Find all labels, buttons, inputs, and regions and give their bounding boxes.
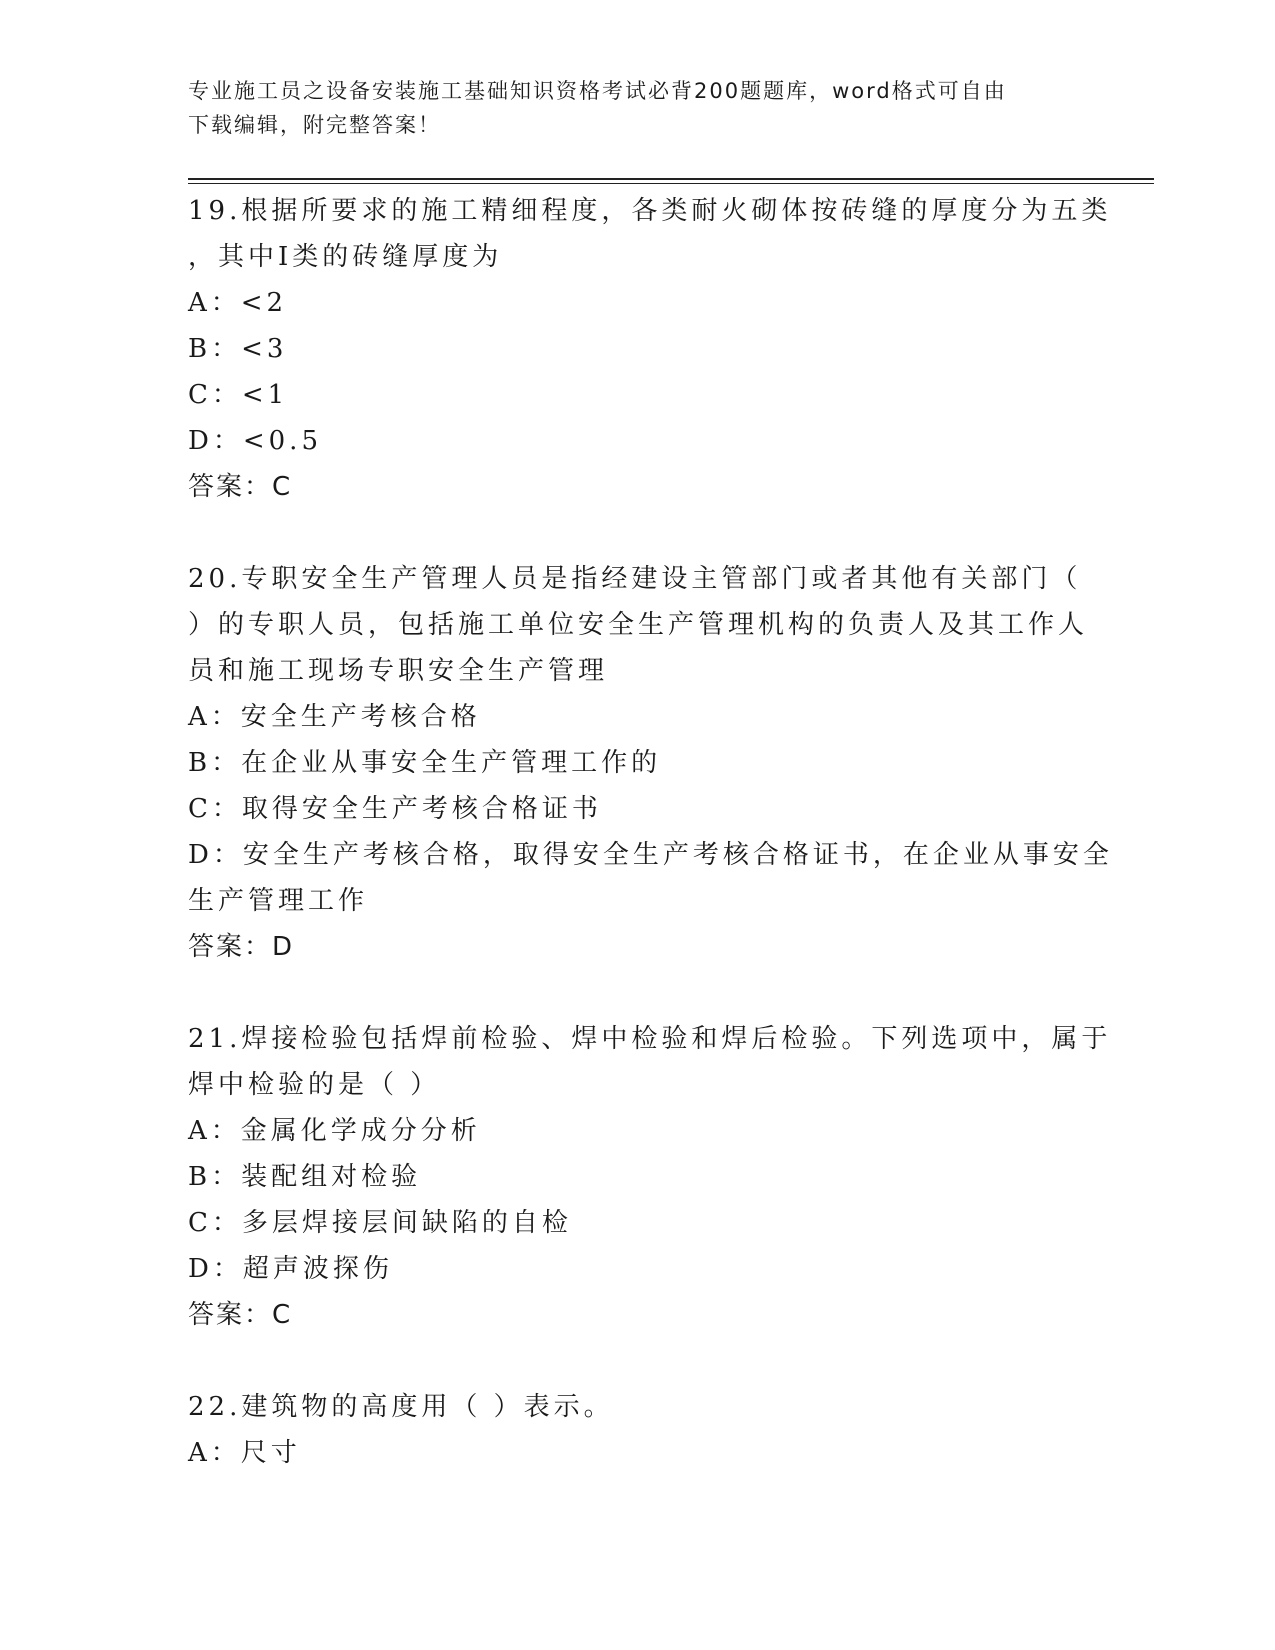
option-a: A：<2 (188, 288, 288, 318)
header-line-2: 下载编辑，附完整答案！ (188, 113, 441, 137)
answer-text: 答案：D (188, 932, 295, 962)
header-divider-thin (188, 183, 1154, 184)
question-22 (188, 1384, 1088, 1476)
option-c: C：<1 (188, 380, 289, 410)
question-20 (188, 556, 1113, 970)
question-stem: 员和施工现场专职安全生产管理 (188, 656, 609, 686)
question-stem: 22.建筑物的高度用（ ）表示。 (188, 1392, 614, 1422)
option-d-continued: 生产管理工作 (188, 886, 369, 916)
option-b: B：在企业从事安全生产管理工作的 (188, 748, 662, 778)
document-header (188, 74, 1088, 142)
question-stem: ，其中Ⅰ类的砖缝厚度为 (188, 242, 503, 272)
option-d: D：安全生产考核合格，取得安全生产考核合格证书，在企业从事安全 (188, 840, 1113, 870)
header-line-1: 专业施工员之设备安装施工基础知识资格考试必背200题题库，word格式可自由 (188, 79, 1007, 103)
option-b: B：<3 (188, 334, 288, 364)
question-stem: 20.专职安全生产管理人员是指经建设主管部门或者其他有关部门（ (188, 564, 1082, 594)
question-21 (188, 1016, 1112, 1338)
question-stem: 19.根据所要求的施工精细程度，各类耐火砌体按砖缝的厚度分为五类 (188, 196, 1112, 226)
question-stem: 21.焊接检验包括焊前检验、焊中检验和焊后检验。下列选项中，属于 (188, 1024, 1112, 1054)
option-d: D：<0.5 (188, 426, 322, 456)
option-c: C：多层焊接层间缺陷的自检 (188, 1208, 572, 1238)
option-a: A：安全生产考核合格 (188, 702, 481, 732)
question-stem: 焊中检验的是（ ） (188, 1070, 441, 1100)
option-a: A：金属化学成分分析 (188, 1116, 481, 1146)
question-list (188, 188, 1113, 1522)
question-stem: ）的专职人员，包括施工单位安全生产管理机构的负责人及其工作人 (188, 610, 1089, 640)
option-b: B：装配组对检验 (188, 1162, 422, 1192)
header-divider-thick (188, 178, 1154, 180)
question-19 (188, 188, 1112, 510)
answer-text: 答案：C (188, 1300, 293, 1330)
answer-text: 答案：C (188, 472, 293, 502)
option-c: C：取得安全生产考核合格证书 (188, 794, 602, 824)
option-a: A：尺寸 (188, 1438, 301, 1468)
option-d: D：超声波探伤 (188, 1254, 393, 1284)
